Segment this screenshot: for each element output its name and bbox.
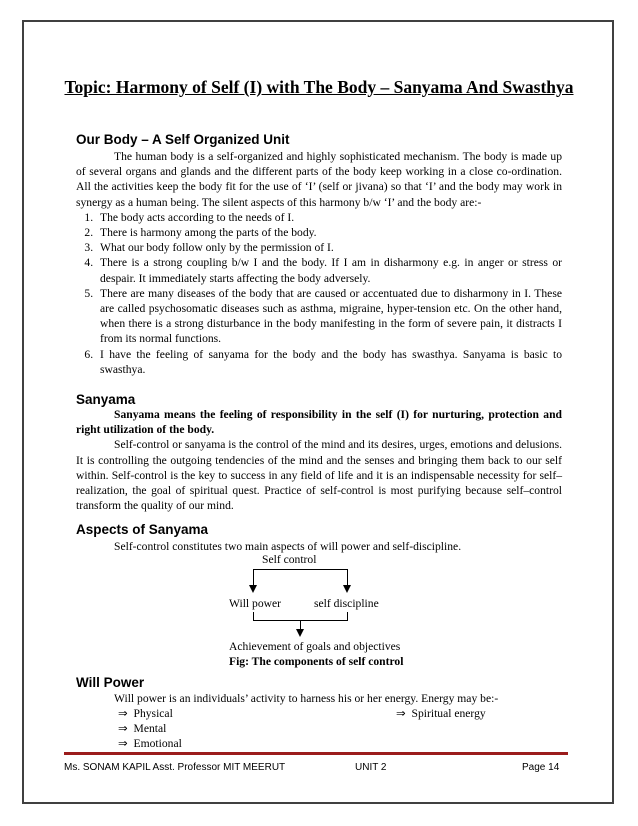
arrow-down-icon (296, 629, 304, 637)
will-power-intro: Will power is an individuals’ activity to harness his or her energy. Energy may be:- (114, 692, 499, 705)
heading-aspects: Aspects of Sanyama (76, 522, 209, 537)
diagram-connector (347, 612, 348, 620)
diagram-connector (253, 612, 254, 620)
footer-author: Ms. SONAM KAPIL Asst. Professor MIT MEERUT (64, 762, 286, 773)
implies-arrow-icon: ⇒ (118, 737, 128, 751)
section-aspects (76, 539, 562, 554)
section-will-power (76, 691, 562, 706)
list-item: ⇒ Mental (118, 722, 167, 736)
harmony-list (76, 210, 562, 377)
list-item: ⇒ Emotional (118, 737, 182, 751)
heading-will-power: Will Power (76, 675, 145, 690)
list-item: 5. There are many diseases of the body that are caused or accentuated due to disharmony in I. These are called psychosomatic diseases such as asthma, migraine, hyper-tension etc. On the other hand, when there is a strong disturbance in the body manifesting in the form of severe pain, it distracts I from its normal functions. (96, 286, 562, 347)
page-title: Topic: Harmony of Self (I) with The Body – Sanyama And Swasthya (64, 77, 574, 97)
diagram-connector (253, 569, 254, 586)
arrow-down-icon (343, 585, 351, 593)
diagram-top-label: Self control (262, 553, 317, 566)
footer-rule (64, 752, 568, 755)
diagram-bottom-label: Achievement of goals and objectives (229, 640, 401, 653)
section-our-body (76, 149, 562, 377)
list-item: 4. There is a strong coupling b/w I and the body. If I am in disharmony e.g. in anger or stress or despair. It immediately starts affecting the body adversely. (96, 255, 562, 285)
list-item: 2. There is harmony among the parts of the body. (96, 225, 562, 240)
footer-page-number: Page 14 (522, 762, 560, 773)
implies-arrow-icon: ⇒ (396, 707, 406, 720)
aspects-intro: Self-control constitutes two main aspects of will power and self-discipline. (114, 540, 462, 553)
heading-our-body: Our Body – A Self Organized Unit (76, 132, 290, 147)
list-item: 6. I have the feeling of sanyama for the body and the body has swasthya. Sanyama is basic to swasthya. (96, 347, 562, 377)
section-sanyama (76, 407, 562, 513)
list-item: 3. What our body follow only by the permission of I. (96, 240, 562, 255)
implies-arrow-icon: ⇒ (118, 722, 128, 736)
heading-sanyama: Sanyama (76, 392, 136, 407)
implies-arrow-icon: ⇒ (118, 707, 128, 720)
sanyama-definition: Sanyama means the feeling of responsibility in the self (I) for nurturing, protection and right utilization of the body. (76, 408, 562, 437)
diagram-connector (253, 569, 348, 570)
diagram-left-label: Will power (229, 597, 282, 610)
diagram-connector (347, 569, 348, 586)
list-item: ⇒ Spiritual energy (396, 707, 486, 720)
diagram-right-label: self discipline (314, 597, 379, 610)
arrow-down-icon (249, 585, 257, 593)
energy-list-left (118, 706, 182, 752)
energy-list-right (396, 706, 486, 721)
our-body-intro: The human body is a self-organized and highly sophisticated mechanism. The body is made up of several organs and glands and the different parts of the body keep working in a close co-ordination. All the activities keep the body fit for the use of ‘I’ (self or jivana) so that ‘I’ and the body may work in synergy as a human being. The silent aspects of this harmony b/w ‘I’ and the body are:- (76, 150, 562, 209)
list-item: 1. The body acts according to the needs of I. (96, 210, 562, 225)
footer-unit: UNIT 2 (355, 762, 387, 773)
sanyama-paragraph: Self-control or sanyama is the control of the mind and its desires, urges, emotions and delusions. It is controlling the outgoing tendencies of the mind and the senses and bringing them back to our self within. Self-control is the key to success in any field of life and it is an indispensable necessity for self– realization, the goal of spiritual quest. Practice of self-control is most purifying because self–control transform the quality of our mind. (76, 438, 562, 513)
figure-caption: Fig: The components of self control (229, 655, 404, 668)
list-item: ⇒ Physical (118, 707, 173, 720)
